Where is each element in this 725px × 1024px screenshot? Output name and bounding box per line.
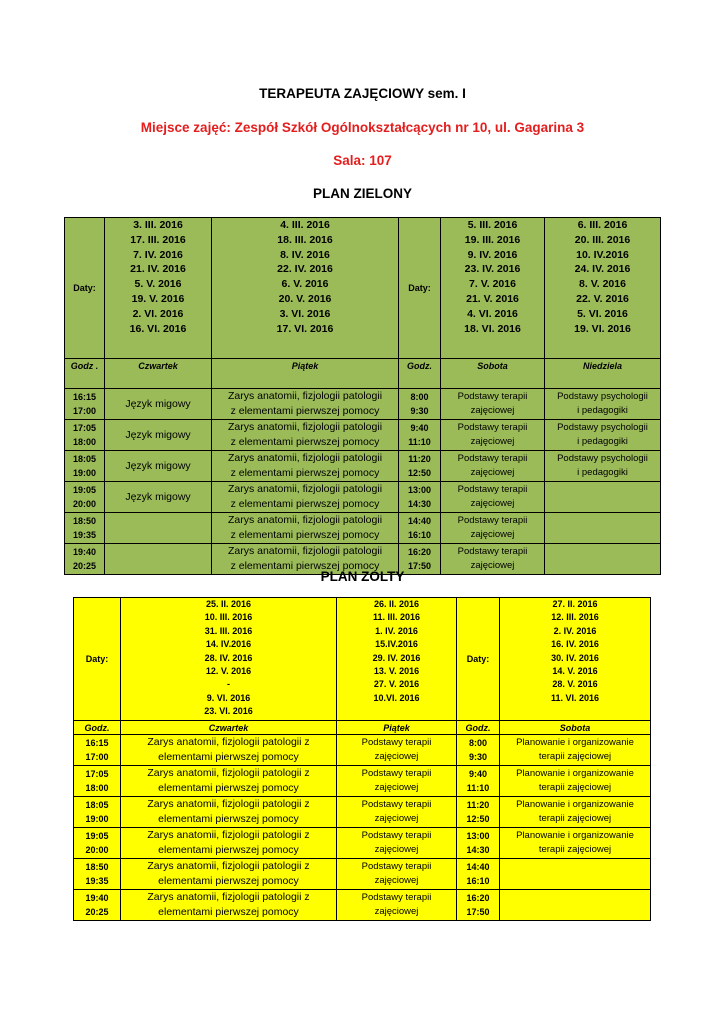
sunday-class: [545, 513, 661, 544]
dates-friday: [337, 598, 457, 721]
dates-saturday-line: 30. IV. 2016: [551, 652, 599, 663]
friday-class-line: z elementami pierwszej pomocy: [230, 498, 380, 510]
saturday-class-line: zajęciowej: [470, 498, 515, 509]
sunday-class: [545, 389, 661, 420]
saturday-class-line: Podstawy terapii: [457, 453, 528, 464]
dates-friday-line: 4. III. 2016: [280, 219, 330, 231]
col-thursday: Czwartek: [105, 359, 212, 389]
time-cell: [74, 766, 121, 797]
time-cell-line: 11:10: [466, 783, 490, 793]
friday-class-line: Zarys anatomii, fizjologii patologii: [227, 545, 383, 557]
dates-friday: [212, 218, 399, 359]
thursday-class-line: elementami pierwszej pomocy: [158, 875, 299, 887]
saturday-class: [441, 389, 545, 420]
thursday-class: [121, 859, 337, 890]
thursday-class-line: Zarys anatomii, fizjologii patologii z: [147, 860, 310, 872]
saturday-class: [441, 451, 545, 482]
thursday-class: [105, 513, 212, 544]
dates-friday-line: 8. IV. 2016: [280, 248, 330, 261]
col-saturday: Sobota: [441, 359, 545, 389]
thursday-class-line: elementami pierwszej pomocy: [158, 844, 299, 856]
time-cell-line: 8:00: [410, 392, 429, 402]
time-cell: [65, 482, 105, 513]
thursday-class-line: Zarys anatomii, fizjologii patologii z: [147, 767, 310, 779]
dates-sunday-line: 6. III. 2016: [577, 219, 628, 231]
thursday-class-line: Zarys anatomii, fizjologii patologii z: [147, 798, 310, 810]
dates-saturday-line: 21. V. 2016: [466, 292, 519, 305]
friday-class-line: zajęciowej: [374, 751, 419, 762]
friday-class-line: Zarys anatomii, fizjologii patologii: [227, 483, 383, 495]
time-cell: [74, 890, 121, 921]
time-cell-line: 19:35: [85, 876, 109, 886]
sunday-class-line: Podstawy psychologii: [557, 453, 648, 464]
dates-saturday-line: 12. III. 2016: [551, 612, 599, 623]
friday-class-line: Zarys anatomii, fizjologii patologii: [227, 514, 383, 526]
dates-thursday: [121, 598, 337, 721]
friday-class-line: zajęciowej: [374, 875, 419, 886]
time-cell: [457, 766, 500, 797]
time-cell-line: 16:20: [407, 547, 432, 557]
dates-sunday-line: 5. VI. 2016: [577, 307, 628, 320]
sunday-class: [545, 420, 661, 451]
time-cell: [399, 482, 441, 513]
dates-thursday-line: 7. IV. 2016: [133, 248, 183, 261]
dates-sunday-line: 8. V. 2016: [579, 278, 626, 291]
friday-class: [337, 890, 457, 921]
thursday-class: [121, 828, 337, 859]
thursday-class-line: elementami pierwszej pomocy: [158, 813, 299, 825]
friday-class-line: zajęciowej: [374, 782, 419, 793]
time-cell: [65, 389, 105, 420]
time-cell-line: 18:05: [85, 800, 109, 810]
time-cell-line: 20:00: [72, 499, 97, 509]
time-cell-line: 9:30: [468, 752, 487, 762]
time-cell-line: 12:50: [407, 468, 432, 478]
yellow-plan-table: [73, 597, 651, 921]
dates-thursday-line: 10. III. 2016: [204, 612, 253, 623]
dates-friday-line: 1. IV. 2016: [375, 625, 418, 636]
time-cell-line: 18:50: [72, 516, 97, 526]
dates-sunday-line: 19. VI. 2016: [574, 322, 631, 335]
time-cell-line: 19:40: [85, 893, 109, 903]
dates-thursday-line: 17. III. 2016: [130, 233, 186, 246]
time-cell-line: 16:10: [407, 530, 432, 540]
time-cell-line: 13:00: [407, 485, 432, 495]
friday-class-line: Zarys anatomii, fizjologii patologii: [227, 390, 383, 402]
dates-friday-line: 10.VI. 2016: [373, 692, 420, 703]
saturday-class-line: terapii zajęciowej: [538, 751, 612, 762]
saturday-class: [500, 735, 651, 766]
dates-saturday-line: 23. IV. 2016: [464, 263, 521, 276]
saturday-class-line: terapii zajęciowej: [538, 844, 612, 855]
thursday-class: Język migowy: [105, 389, 212, 420]
saturday-class-line: zajęciowej: [470, 405, 515, 416]
plan-green-heading: PLAN ZIELONY: [312, 186, 412, 201]
thursday-class-line: Zarys anatomii, fizjologii patologii z: [147, 736, 310, 748]
dates-saturday-line: 18. VI. 2016: [464, 322, 521, 335]
document-title: TERAPEUTA ZAJĘCIOWY sem. I: [259, 86, 466, 101]
dates-thursday: [105, 218, 212, 359]
dates-friday-line: 11. III. 2016: [372, 612, 421, 623]
dates-saturday: [500, 598, 651, 721]
dates-saturday-line: 28. V. 2016: [552, 679, 598, 690]
dates-saturday-line: 11. VI. 2016: [550, 692, 600, 703]
saturday-class-line: Podstawy terapii: [457, 546, 528, 557]
friday-class: [337, 766, 457, 797]
friday-class-line: zajęciowej: [374, 906, 419, 917]
time-cell-line: 13:00: [466, 831, 490, 841]
time-cell-line: 18:50: [85, 862, 109, 872]
col-friday: Piątek: [212, 359, 399, 389]
sunday-class-line: i pedagogiki: [577, 405, 628, 416]
time-cell-line: 19:05: [85, 831, 109, 841]
dates-saturday-line: 5. III. 2016: [467, 219, 518, 231]
time-cell: [65, 420, 105, 451]
dates-thursday-line: 25. II. 2016: [205, 599, 252, 609]
dates-thursday-line: 19. V. 2016: [131, 292, 185, 305]
col-friday: Piątek: [337, 721, 457, 735]
dates-saturday-line: 27. II. 2016: [552, 599, 598, 609]
time-cell-line: 19:00: [72, 468, 97, 478]
saturday-class-line: Podstawy terapii: [457, 484, 528, 495]
friday-class-line: z elementami pierwszej pomocy: [230, 405, 380, 417]
friday-class: [212, 513, 399, 544]
thursday-class: Język migowy: [105, 451, 212, 482]
daty-label: Daty:: [457, 598, 500, 721]
friday-class: [212, 451, 399, 482]
time-cell: [74, 797, 121, 828]
thursday-class-line: elementami pierwszej pomocy: [158, 751, 299, 763]
daty-label: Daty:: [65, 218, 105, 359]
dates-saturday-line: 16. IV. 2016: [551, 639, 599, 650]
time-cell-line: 14:30: [407, 499, 432, 509]
time-cell: [74, 828, 121, 859]
thursday-class-line: Zarys anatomii, fizjologii patologii z: [147, 829, 310, 841]
thursday-class: Język migowy: [105, 420, 212, 451]
col-godz: Godz.: [399, 359, 441, 389]
time-cell: [457, 859, 500, 890]
col-sunday: Niedziela: [545, 359, 661, 389]
thursday-class-line: elementami pierwszej pomocy: [158, 782, 299, 794]
friday-class-line: zajęciowej: [374, 844, 419, 855]
dates-saturday: [441, 218, 545, 359]
thursday-class-line: elementami pierwszej pomocy: [158, 906, 299, 918]
dates-thursday-line: 14. IV.2016: [205, 639, 252, 650]
time-cell-line: 14:40: [466, 862, 490, 872]
time-cell-line: 18:05: [72, 454, 97, 464]
time-cell-line: 17:50: [407, 561, 432, 571]
dates-friday-line: 20. V. 2016: [278, 292, 332, 305]
col-godz: Godz.: [74, 721, 121, 735]
daty-label: Daty:: [399, 218, 441, 359]
time-cell-line: 19:35: [72, 530, 97, 540]
thursday-class: [121, 735, 337, 766]
time-cell-line: 16:10: [466, 876, 490, 886]
dates-thursday-line: 5. V. 2016: [134, 278, 182, 291]
friday-class-line: Podstawy terapii: [361, 799, 432, 810]
time-cell-line: 11:10: [408, 437, 431, 447]
sunday-class-line: i pedagogiki: [577, 467, 628, 478]
saturday-class-line: zajęciowej: [470, 529, 515, 540]
time-cell-line: 9:30: [410, 406, 429, 416]
dates-friday-line: 15.IV.2016: [375, 639, 418, 650]
time-cell: [399, 420, 441, 451]
saturday-class: [500, 828, 651, 859]
col-godz: Godz.: [457, 721, 500, 735]
dates-friday-line: 26. II. 2016: [373, 599, 420, 609]
dates-thursday-line: 3. III. 2016: [133, 219, 183, 231]
time-cell: [457, 828, 500, 859]
dates-saturday-line: 7. V. 2016: [469, 278, 516, 291]
green-plan-table: [64, 217, 661, 575]
saturday-class-line: zajęciowej: [470, 560, 515, 571]
time-cell: [399, 389, 441, 420]
dates-thursday-line: 9. VI. 2016: [206, 692, 251, 703]
time-cell-line: 8:00: [468, 738, 487, 748]
saturday-class: [441, 482, 545, 513]
friday-class-line: Podstawy terapii: [361, 861, 432, 872]
dates-thursday-line: 28. IV. 2016: [204, 652, 253, 663]
friday-class: [212, 420, 399, 451]
time-cell-line: 20:00: [85, 845, 109, 855]
dates-thursday-line: 12. V. 2016: [205, 666, 252, 677]
time-cell-line: 17:05: [85, 769, 109, 779]
saturday-class-line: zajęciowej: [470, 467, 515, 478]
saturday-class-line: Planowanie i organizowanie: [516, 768, 634, 779]
friday-class-line: z elementami pierwszej pomocy: [230, 560, 380, 572]
time-cell-line: 20:25: [72, 561, 97, 571]
dates-friday-line: 27. V. 2016: [373, 679, 420, 690]
dates-saturday-line: 9. IV. 2016: [467, 248, 518, 261]
dates-friday-line: 3. VI. 2016: [279, 307, 331, 320]
time-cell-line: 18:00: [72, 437, 97, 447]
dates-thursday-line: 16. VI. 2016: [129, 322, 187, 335]
dates-sunday-line: 10. IV.2016: [576, 248, 629, 261]
time-cell-line: 16:15: [85, 738, 109, 748]
friday-class-line: z elementami pierwszej pomocy: [230, 467, 380, 479]
sunday-class-line: i pedagogiki: [577, 436, 628, 447]
dates-friday-line: 29. IV. 2016: [372, 652, 421, 663]
time-cell-line: 14:40: [407, 516, 432, 526]
saturday-class-line: Planowanie i organizowanie: [516, 830, 634, 841]
time-cell: [457, 797, 500, 828]
friday-class-line: Podstawy terapii: [361, 737, 432, 748]
dates-thursday-line: 23. VI. 2016: [204, 706, 253, 717]
time-cell-line: 18:00: [85, 783, 109, 793]
dates-saturday-line: 19. III. 2016: [464, 233, 521, 246]
time-cell-line: 9:40: [468, 769, 487, 779]
dates-sunday-line: 24. IV. 2016: [574, 263, 631, 276]
time-cell-line: 19:05: [72, 485, 97, 495]
time-cell-line: 16:20: [466, 893, 490, 903]
time-cell-line: 12:50: [466, 814, 490, 824]
time-cell-line: 17:00: [72, 406, 97, 416]
dates-saturday-line: 4. VI. 2016: [467, 307, 518, 320]
dates-friday-line: 13. V. 2016: [373, 666, 420, 677]
dates-saturday-line: 2. IV. 2016: [553, 625, 597, 636]
thursday-class: [121, 797, 337, 828]
saturday-class-line: terapii zajęciowej: [538, 813, 612, 824]
time-cell-line: 20:25: [85, 907, 109, 917]
time-cell-line: 16:15: [72, 392, 97, 402]
friday-class-line: z elementami pierwszej pomocy: [230, 529, 380, 541]
dates-thursday-line: 31. III. 2016: [204, 625, 253, 636]
sunday-class-line: Podstawy psychologii: [557, 422, 648, 433]
plan-yellow-heading: PLAN ZOLTY: [320, 569, 405, 584]
time-cell: [74, 859, 121, 890]
saturday-class-line: Planowanie i organizowanie: [516, 799, 634, 810]
dates-thursday-line: 2. VI. 2016: [132, 307, 184, 320]
dates-friday-line: 6. V. 2016: [281, 278, 329, 291]
sunday-class-line: Podstawy psychologii: [557, 391, 648, 402]
time-cell: [399, 451, 441, 482]
time-cell: [457, 735, 500, 766]
dates-thursday-line: 21. IV. 2016: [130, 263, 186, 276]
thursday-class-line: Zarys anatomii, fizjologii patologii z: [147, 891, 310, 903]
time-cell: [399, 513, 441, 544]
friday-class-line: Zarys anatomii, fizjologii patologii: [227, 421, 383, 433]
saturday-class-line: zajęciowej: [470, 436, 515, 447]
friday-class: [337, 797, 457, 828]
thursday-class: Język migowy: [105, 482, 212, 513]
friday-class: [212, 389, 399, 420]
friday-class-line: Podstawy terapii: [361, 830, 432, 841]
friday-class-line: zajęciowej: [374, 813, 419, 824]
time-cell-line: 19:00: [85, 814, 109, 824]
time-cell-line: 19:40: [72, 547, 97, 557]
saturday-class-line: Podstawy terapii: [457, 422, 528, 433]
room-line: Sala: 107: [333, 153, 392, 168]
location-line: Miejsce zajęć: Zespół Szkół Ogólnokształcących nr 10, ul. Gagarina 3: [140, 120, 585, 135]
friday-class-line: Podstawy terapii: [361, 768, 432, 779]
time-cell-line: 11:20: [466, 800, 490, 810]
time-cell-line: 11:20: [408, 454, 431, 464]
friday-class: [212, 482, 399, 513]
col-godz: Godz .: [65, 359, 105, 389]
col-saturday: Sobota: [500, 721, 651, 735]
saturday-class: [500, 890, 651, 921]
daty-label: Daty:: [74, 598, 121, 721]
saturday-class: [441, 420, 545, 451]
dates-friday-line: 18. III. 2016: [277, 233, 333, 246]
saturday-class: [500, 859, 651, 890]
friday-class: [337, 735, 457, 766]
time-cell-line: 17:00: [85, 752, 109, 762]
saturday-class-line: Planowanie i organizowanie: [516, 737, 634, 748]
friday-class: [337, 828, 457, 859]
time-cell-line: 9:40: [410, 423, 429, 433]
friday-class-line: Podstawy terapii: [361, 892, 432, 903]
saturday-class: [500, 766, 651, 797]
friday-class: [337, 859, 457, 890]
dates-thursday-line: -: [227, 679, 230, 690]
dates-sunday-line: 20. III. 2016: [574, 233, 631, 246]
time-cell-line: 17:50: [466, 907, 490, 917]
thursday-class: [121, 890, 337, 921]
time-cell-line: 14:30: [466, 845, 490, 855]
time-cell: [65, 451, 105, 482]
dates-sunday-line: 22. V. 2016: [576, 292, 629, 305]
dates-sunday: [545, 218, 661, 359]
saturday-class-line: terapii zajęciowej: [538, 782, 612, 793]
thursday-class: [121, 766, 337, 797]
sunday-class: [545, 451, 661, 482]
friday-class-line: Zarys anatomii, fizjologii patologii: [227, 452, 383, 464]
saturday-class-line: Podstawy terapii: [457, 391, 528, 402]
saturday-class: [441, 513, 545, 544]
friday-class-line: z elementami pierwszej pomocy: [230, 436, 380, 448]
col-thursday: Czwartek: [121, 721, 337, 735]
saturday-class-line: Podstawy terapii: [457, 515, 528, 526]
time-cell-line: 17:05: [72, 423, 97, 433]
time-cell: [74, 735, 121, 766]
dates-friday-line: 17. VI. 2016: [276, 322, 334, 335]
time-cell: [65, 513, 105, 544]
time-cell: [457, 890, 500, 921]
dates-saturday-line: 14. V. 2016: [552, 666, 598, 677]
saturday-class: [500, 797, 651, 828]
sunday-class: [545, 482, 661, 513]
dates-friday-line: 22. IV. 2016: [277, 263, 333, 276]
